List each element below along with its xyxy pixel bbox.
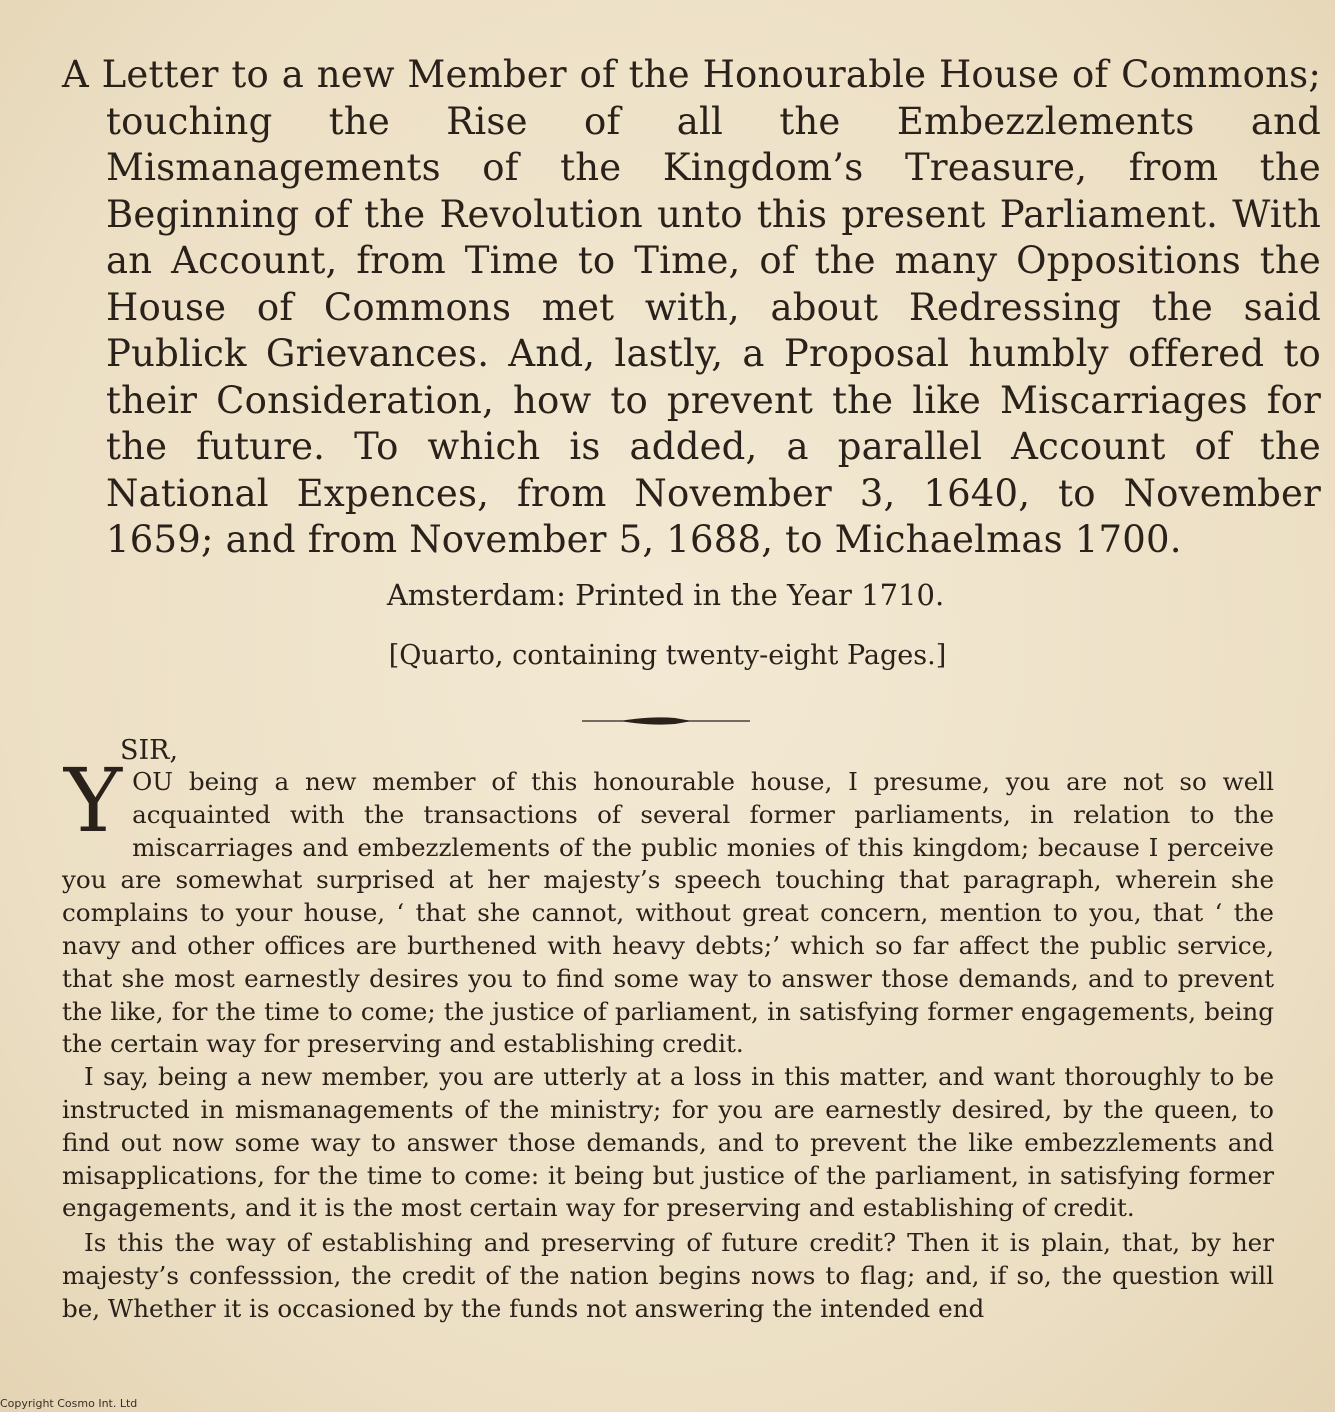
format-text: [Quarto, containing twenty-eight Pages.]: [388, 640, 947, 671]
paragraph-3: Is this the way of establishing and preserving of future credit? Then it is plain, that, by her majesty’s confesssion, the credit of the nation begins nows to flag; and, if so, the question will be, Whether it is occasioned by the funds not answering the intended end: [62, 1228, 1274, 1323]
paragraph-1: [62, 749, 1274, 1061]
letter-body: [62, 749, 1274, 1326]
document-title: A Letter to a new Member of the Honourable House of Commons; touching the Rise of all the Embezzlements and Mismanagements of the Kingdom’s Treasure, from the Beginning of the Revolution unto this present Parliament. With an Account, from Time to Time, of the many Oppositions the House of Commons met with, about Redressing the said Publick Grievances. And, lastly, a Proposal humbly offered to their Consideration, how to prevent the like Miscarriages for the future. To which is added, a parallel Account of the National Expences, from November 3, 1640, to November 1659; and from November 5, 1688, to Michaelmas 1700.: [62, 53, 1321, 561]
ornament-rule-icon: [580, 712, 752, 730]
paragraph-1-text: OU being a new member of this honourable house, I presume, you are not so well acquainted with the transactions of several former parliaments, in relation to the miscarriages and embezzlements of the public monies of this kingdom; because I perceive you are somewhat surprised at her majesty’s speech touching that paragraph, wherein she complains to your house, ‘ that she cannot, without great concern, mention to you, that ‘ the navy and other offices are burthened with heavy debts;’ which so far affect the public service, that she most earnestly desires you to find some way to answer those demands, and to prevent the like, for the time to come; the justice of parliament, in satisfying former engagements, being the certain way for preserving and establishing credit.: [62, 767, 1274, 1059]
salutation: SIR,: [120, 735, 179, 766]
drop-cap: Y: [64, 749, 123, 852]
paragraph-2: I say, being a new member, you are utterly at a loss in this matter, and want thoroughly to be instructed in mismanagements of the ministry; for you are earnestly desired, by the queen, to find out now some way to answer those demands, and to prevent the like embezzlements and misapplications, for the time to come: it being but justice of the parliament, in satisfying former engagements, and it is the most certain way for preserving and establishing of credit.: [62, 1062, 1274, 1223]
copyright-watermark: Copyright Cosmo Int. Ltd: [0, 1397, 138, 1410]
imprint-line: [0, 578, 1335, 612]
format-note: [0, 640, 1335, 671]
imprint-text: Amsterdam: Printed in the Year 1710.: [386, 578, 945, 612]
